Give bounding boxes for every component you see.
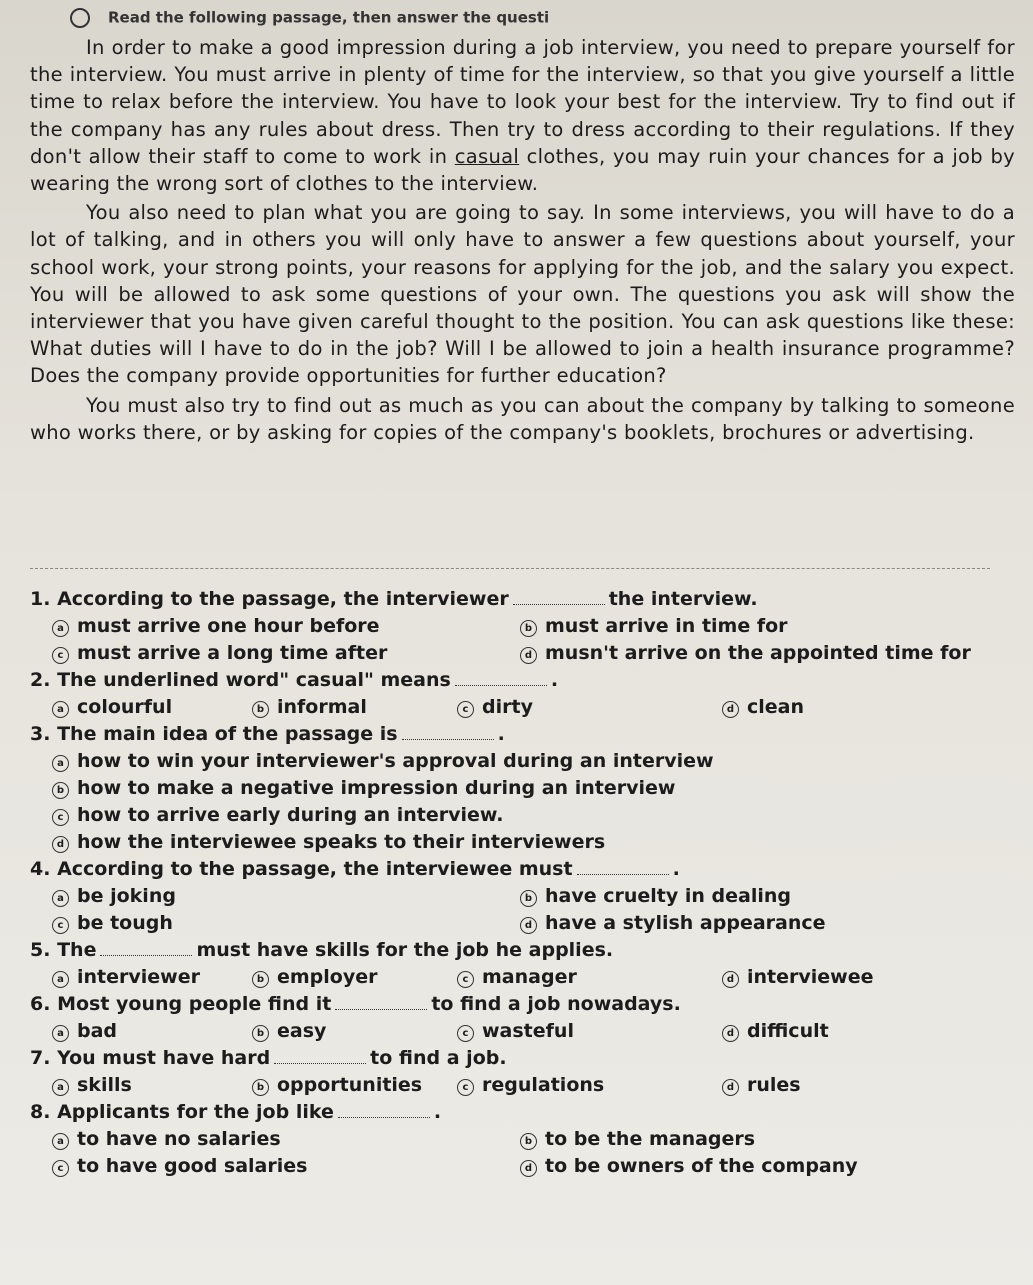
answer-blank[interactable] [513,604,605,605]
instruction-line [70,8,770,28]
paragraph-2: You also need to plan what you are going to say. In some interviews, you will have to do a lot of talking, and in others you will only have to answer a few questions about yourself, your school work, your strong points, your reasons for applying for the job, and the salary you expect. You will be allowed to ask some questions of your own. The questions you ask will show the interviewer that you have given careful thought to the position. You can ask questions like these: What duties will I have to do in the job? Will I be allowed to join a health insurance programme? Does the company provide opportunities for further education? [30,201,1015,388]
option-marker: d [52,836,69,853]
option-a[interactable] [52,1126,520,1153]
option-marker: b [252,1079,269,1096]
option-d[interactable] [722,964,962,991]
option-text: opportunities [277,1074,423,1096]
questions-list [30,586,1010,1180]
option-marker: d [520,647,537,664]
option-b[interactable] [252,964,457,991]
option-text: musn't arrive on the appointed time for [545,642,971,664]
option-marker: c [457,1025,474,1042]
option-marker: a [52,890,69,907]
reading-passage [30,34,1015,448]
option-a[interactable] [52,748,952,775]
option-c[interactable] [52,910,520,937]
instruction-text: Read the following passage, then answer the questi [108,8,550,27]
option-marker: b [252,701,269,718]
option-marker: a [52,971,69,988]
underlined-word: casual [454,144,520,168]
option-text: how the interviewee speaks to their interviewers [77,831,606,853]
answer-blank[interactable] [335,1009,427,1010]
option-c[interactable] [457,1072,722,1099]
question-stem-end: to find a job. [370,1047,507,1069]
option-d[interactable] [722,1018,962,1045]
question-stem-end: . [550,669,559,691]
option-marker: c [52,809,69,826]
question-6 [30,991,1010,1018]
option-marker: c [52,917,69,934]
answer-blank[interactable] [338,1117,430,1118]
option-c[interactable] [457,1018,722,1045]
question-number: 1. [30,588,51,610]
option-text: manager [482,966,577,988]
option-text: bad [77,1020,118,1042]
option-d[interactable] [722,694,962,721]
option-marker: b [52,782,69,799]
question-stem-end: . [433,1101,442,1123]
paragraph-1: In order to make a good impression during a job interview, you need to prepare yourself for the interview. You must arrive in plenty of time for the interview, so that you give yourself a little time to relax before the interview. You have to look your best for the interview. Try to find out if the company has any rules about dress. Then try to dress according to their regulations. If they don't allow their staff to come to work in casual clothes, you may ruin your chances for a job by wearing the wrong sort of clothes to the interview. [30,36,1015,196]
option-marker: a [52,1079,69,1096]
question-stem: Applicants for the job like [57,1101,334,1123]
option-marker: d [722,971,739,988]
option-text: difficult [747,1020,829,1042]
option-text: how to make a negative impression during an interview [77,777,676,799]
option-text: be tough [77,912,173,934]
option-a[interactable] [52,964,252,991]
option-c[interactable] [457,964,722,991]
option-b[interactable] [520,613,990,640]
answer-blank[interactable] [274,1063,366,1064]
question-number: 7. [30,1047,51,1069]
option-text: interviewer [77,966,200,988]
option-b[interactable] [252,1018,457,1045]
question-7 [30,1045,1010,1072]
option-marker: c [457,1079,474,1096]
option-marker: a [52,1133,69,1150]
option-text: employer [277,966,378,988]
option-text: be joking [77,885,176,907]
options-7 [52,1072,1010,1099]
option-b[interactable] [52,775,952,802]
option-marker: b [520,1133,537,1150]
question-stem-end: must have skills for the job he applies. [196,939,614,961]
option-d[interactable] [52,829,952,856]
option-text: to have no salaries [77,1128,281,1150]
option-text: must arrive one hour before [77,615,380,637]
option-text: clean [747,696,805,718]
option-a[interactable] [52,1072,252,1099]
option-text: must arrive a long time after [77,642,388,664]
option-text: informal [277,696,367,718]
option-text: colourful [77,696,173,718]
option-c[interactable] [52,802,952,829]
answer-blank[interactable] [455,685,547,686]
option-text: to be owners of the company [545,1155,858,1177]
option-b[interactable] [520,883,990,910]
option-a[interactable] [52,1018,252,1045]
question-number: 6. [30,993,51,1015]
answer-blank[interactable] [577,874,669,875]
option-a[interactable] [52,883,520,910]
option-marker: b [520,620,537,637]
option-text: rules [747,1074,801,1096]
question-stem-end: the interview. [608,588,758,610]
option-d[interactable] [722,1072,962,1099]
options-4 [52,883,1010,937]
question-stem: The main idea of the passage is [57,723,398,745]
question-number: 4. [30,858,51,880]
option-b[interactable] [252,1072,457,1099]
answer-blank[interactable] [100,955,192,956]
option-text: have a stylish appearance [545,912,826,934]
option-d[interactable] [520,640,990,667]
options-2 [52,694,1010,721]
option-text: have cruelty in dealing [545,885,791,907]
question-stem-end: . [672,858,680,880]
option-a[interactable] [52,694,252,721]
options-8 [52,1126,1010,1180]
option-marker: c [52,1160,69,1177]
option-d[interactable] [520,910,990,937]
option-text: must arrive in time for [545,615,788,637]
option-marker: c [52,647,69,664]
divider [30,568,990,569]
option-marker: c [457,971,474,988]
question-number: 2. [30,669,51,691]
option-marker: a [52,701,69,718]
question-number: 8. [30,1101,51,1123]
question-stem: According to the passage, the interviewee must [57,858,573,880]
options-3 [52,748,1010,856]
option-c[interactable] [457,694,722,721]
question-2 [30,667,1010,694]
question-stem: The underlined word" casual" means [57,669,451,691]
answer-blank[interactable] [402,739,494,740]
paragraph-3: You must also try to find out as much as you can about the company by talking to someone who works there, or by asking for copies of the company's booklets, brochures or advertising. [30,393,1015,444]
question-4 [30,856,1010,883]
option-text: to be the managers [545,1128,756,1150]
question-stem: According to the passage, the interviewer [57,588,509,610]
question-5 [30,937,1010,964]
option-text: to have good salaries [77,1155,308,1177]
option-b[interactable] [252,694,457,721]
option-text: easy [277,1020,327,1042]
option-marker: c [457,701,474,718]
option-marker: a [52,620,69,637]
option-marker: d [722,1079,739,1096]
option-b[interactable] [520,1126,990,1153]
option-a[interactable] [52,613,520,640]
option-c[interactable] [52,1153,520,1180]
option-marker: b [252,971,269,988]
option-marker: d [520,1160,537,1177]
option-marker: b [252,1025,269,1042]
question-8 [30,1099,1010,1126]
question-stem-end: to find a job nowadays. [431,993,681,1015]
options-1 [52,613,1010,667]
option-text: regulations [482,1074,605,1096]
option-text: dirty [482,696,533,718]
options-6 [52,1018,1010,1045]
option-marker: a [52,1025,69,1042]
question-stem-end: . [497,723,505,745]
option-text: skills [77,1074,132,1096]
question-stem: You must have hard [57,1047,271,1069]
option-marker: a [52,755,69,772]
option-d[interactable] [520,1153,990,1180]
option-text: wasteful [482,1020,574,1042]
options-5 [52,964,1010,991]
option-text: how to arrive early during an interview. [77,804,504,826]
option-text: how to win your interviewer's approval during an interview [77,750,714,772]
question-stem: The [57,939,97,961]
option-marker: d [520,917,537,934]
question-number: 5. [30,939,51,961]
question-3 [30,721,1010,748]
option-marker: d [722,701,739,718]
option-text: interviewee [747,966,874,988]
question-number: 3. [30,723,51,745]
question-stem: Most young people find it [57,993,332,1015]
option-marker: b [520,890,537,907]
option-marker: d [722,1025,739,1042]
question-1 [30,586,1010,613]
bullet-circle-icon [70,8,90,28]
option-c[interactable] [52,640,520,667]
